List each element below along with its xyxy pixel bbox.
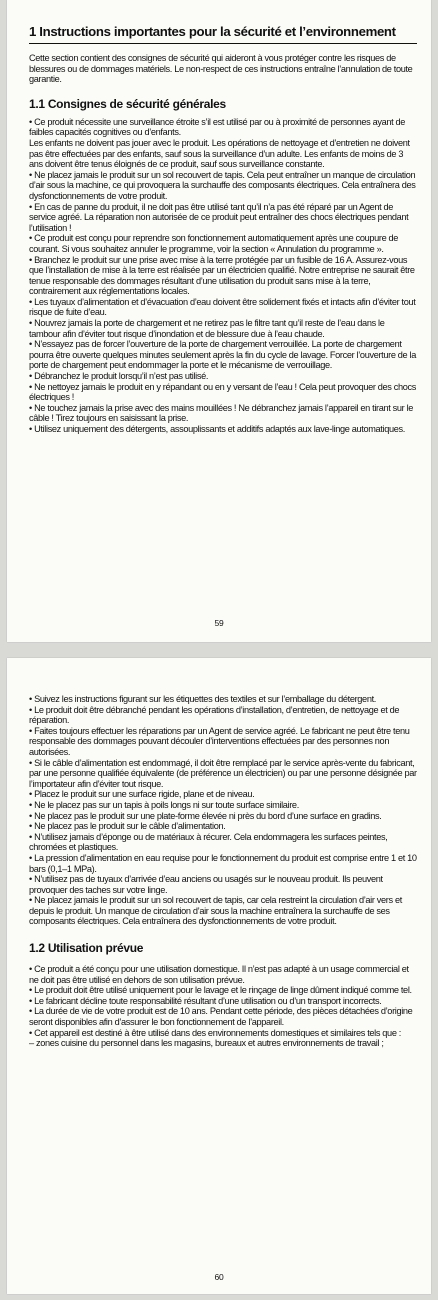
- paragraph: • Le produit doit être débranché pendant les opérations d’installation, d’entretien, de nettoyage et de réparation.: [29, 704, 400, 726]
- paragraph: • Le produit doit être utilisé uniquement pour le lavage et le rinçage de linge dûment indiqué comme tel.: [29, 985, 412, 996]
- paragraph: • Ne le placez pas sur un tapis à poils longs ni sur toute surface similaire.: [29, 799, 299, 810]
- paragraph: • Suivez les instructions figurant sur les étiquettes des textiles et sur l’emballage du détergent.: [29, 694, 376, 704]
- paragraph: • Cet appareil est destiné à être utilisé dans des environnements domestiques et similaires tels que :: [29, 1027, 401, 1038]
- paragraph: • Ne placez pas le produit sur une plate-forme élevée ni près du bord d’une surface en gradins.: [29, 810, 382, 821]
- paragraph: • La pression d’alimentation en eau requise pour le fonctionnement du produit est comprise entre 1 et 10 bars (0,1–1 MPa).: [29, 852, 417, 874]
- paragraph: • Nouvrez jamais la porte de chargement et ne retirez pas le filtre tant qu’il reste de l’eau dans le tambour afin d’éviter tout risque d’inondation et de blessure due à l’eau chaude.: [29, 318, 385, 339]
- paragraph: • En cas de panne du produit, il ne doit pas être utilisé tant qu’il n’a pas été réparé par un Agent de service agréé. La réparation non autorisée de ce produit peut entraîner des chocs électriques pendant l’utilisation !: [29, 201, 409, 233]
- paragraph: • Ne placez jamais le produit sur un sol recouvert de tapis. Cela peut entraîner un manque de circulation d’air sous la machine, ce qui provoquera la surchauffe des composants électriques. Cela entraînera des dysfonctionnements de votre produit.: [29, 169, 416, 201]
- section-title-intended-use: 1.2 Utilisation prévue: [29, 941, 144, 956]
- paragraph: • Le fabricant décline toute responsabilité résultant d’une utilisation ou d’un transport incorrects.: [29, 995, 382, 1006]
- manual-page-59: [7, 0, 431, 642]
- page-number: 60: [214, 1272, 224, 1282]
- paragraph: • N’essayez pas de forcer l’ouverture de la porte de chargement verrouillée. La porte de chargement pourra être ouverte quelques minutes seulement après la fin du cycle de lavage. Forcer l’ouverture de la porte de chargement peut endommager la porte et le mécanisme de verrouillage.: [29, 339, 416, 371]
- paragraph: • Ne nettoyez jamais le produit en y répandant ou en y versant de l’eau ! Cela peut provoquer des chocs électriques !: [29, 381, 416, 403]
- paragraph: • Faites toujours effectuer les réparations par un Agent de service agréé. Le fabricant ne peut être tenu responsable des dommages pouvant découler d’interventions effectuées par des personnes non autorisées.: [29, 725, 410, 757]
- paragraph: Les enfants ne doivent pas jouer avec le produit. Les opérations de nettoyage et d’entretien ne doivent pas être effectuées par des enfants, sauf sous la surveillance d’un adulte. Les enfants de moins de 3 ans doivent être tenus éloignés de ce produit, sauf sous surveillance constante.: [29, 137, 410, 170]
- paragraph: • Ne placez pas le produit sur le câble d’alimentation.: [29, 821, 226, 832]
- paragraph: • Utilisez uniquement des détergents, assouplissants et additifs adaptés aux lave-linge automatiques.: [29, 424, 405, 434]
- paragraph: • Les tuyaux d’alimentation et d’évacuation d’eau doivent être solidement fixés et intacts afin d’éviter tout risque de fuite d’eau.: [29, 296, 416, 318]
- paragraph: • N’utilisez jamais d’éponge ou de matériaux à récurer. Cela endommagera les surfaces peintes, chromées et plastiques.: [29, 831, 388, 853]
- paragraph: • Branchez le produit sur une prise avec mise à la terre protégée par un fusible de 16 A. Assurez-vous que l’installation de mise à la terre est réalisée par un électricien qualifié. Notre entreprise ne saurait être tenue responsable des dommages résultant d’une utilisation du produit sans mise à la terre, contrairement aux réglementations locales.: [29, 254, 415, 297]
- paragraph: • Ce produit a été conçu pour une utilisation domestique. Il n’est pas adapté à un usage commercial et ne doit pas être utilisé en dehors de son utilisation prévue.: [29, 964, 409, 985]
- paragraph: • N’utilisez pas de tuyaux d’arrivée d’eau anciens ou usagés sur le nouveau produit. Ils peuvent provoquer des taches sur votre linge.: [29, 874, 383, 895]
- paragraph: – zones cuisine du personnel dans les magasins, bureaux et autres environnements de travail ;: [29, 1038, 384, 1049]
- chapter-title: 1 Instructions importantes pour la sécurité et l’environnement: [29, 24, 417, 44]
- paragraph: • Ne placez jamais le produit sur un sol recouvert de tapis, car cela restreint la circulation d’air vers et depuis le produit. Un manque de circulation d’air sous la machine entraînera la surchauffe de ses composants électriques. Cela entraînera des dysfonctionnements de votre produit.: [29, 895, 402, 927]
- page-number: 59: [214, 618, 224, 628]
- manual-page-60: [7, 658, 431, 1294]
- section-title-general-safety: 1.1 Consignes de sécurité générales: [29, 96, 226, 111]
- paragraph: • Ne touchez jamais la prise avec des mains mouillées ! Ne débranchez jamais l’appareil en tirant sur le câble ! Tirez toujours en saisissant la prise.: [29, 402, 414, 424]
- paragraph: • La durée de vie de votre produit est de 10 ans. Pendant cette période, des pièces détachées d’origine seront disponibles afin d’assurer le bon fonctionnement de l’appareil.: [29, 1006, 413, 1028]
- paragraph: • Ce produit nécessite une surveillance étroite s’il est utilisé par ou à proximité de personnes ayant de faibles capacités cognitives ou d’enfants.: [29, 116, 406, 138]
- paragraph: • Ce produit est conçu pour reprendre son fonctionnement automatiquement après une coupure de courant. Si vous souhaitez annuler le programme, voir la section « Annulation du programme ».: [29, 233, 399, 254]
- paragraph: • Placez le produit sur une surface rigide, plane et de niveau.: [29, 789, 255, 800]
- chapter-intro: Cette section contient des consignes de sécurité qui aideront à vous protéger contre les risques de blessures ou de dommages matériels. Le non-respect de ces instructions entraîne l’annulation de toute garantie.: [29, 53, 413, 85]
- paragraph: • Débranchez le produit lorsqu’il n’est pas utilisé.: [29, 371, 209, 382]
- paragraph: • Si le câble d’alimentation est endommagé, il doit être remplacé par le service après-vente du fabricant, par une personne qualifiée équivalente (de préférence un électricien) ou par une personne désignée par l’importateur afin d’éviter tout risque.: [29, 757, 417, 789]
